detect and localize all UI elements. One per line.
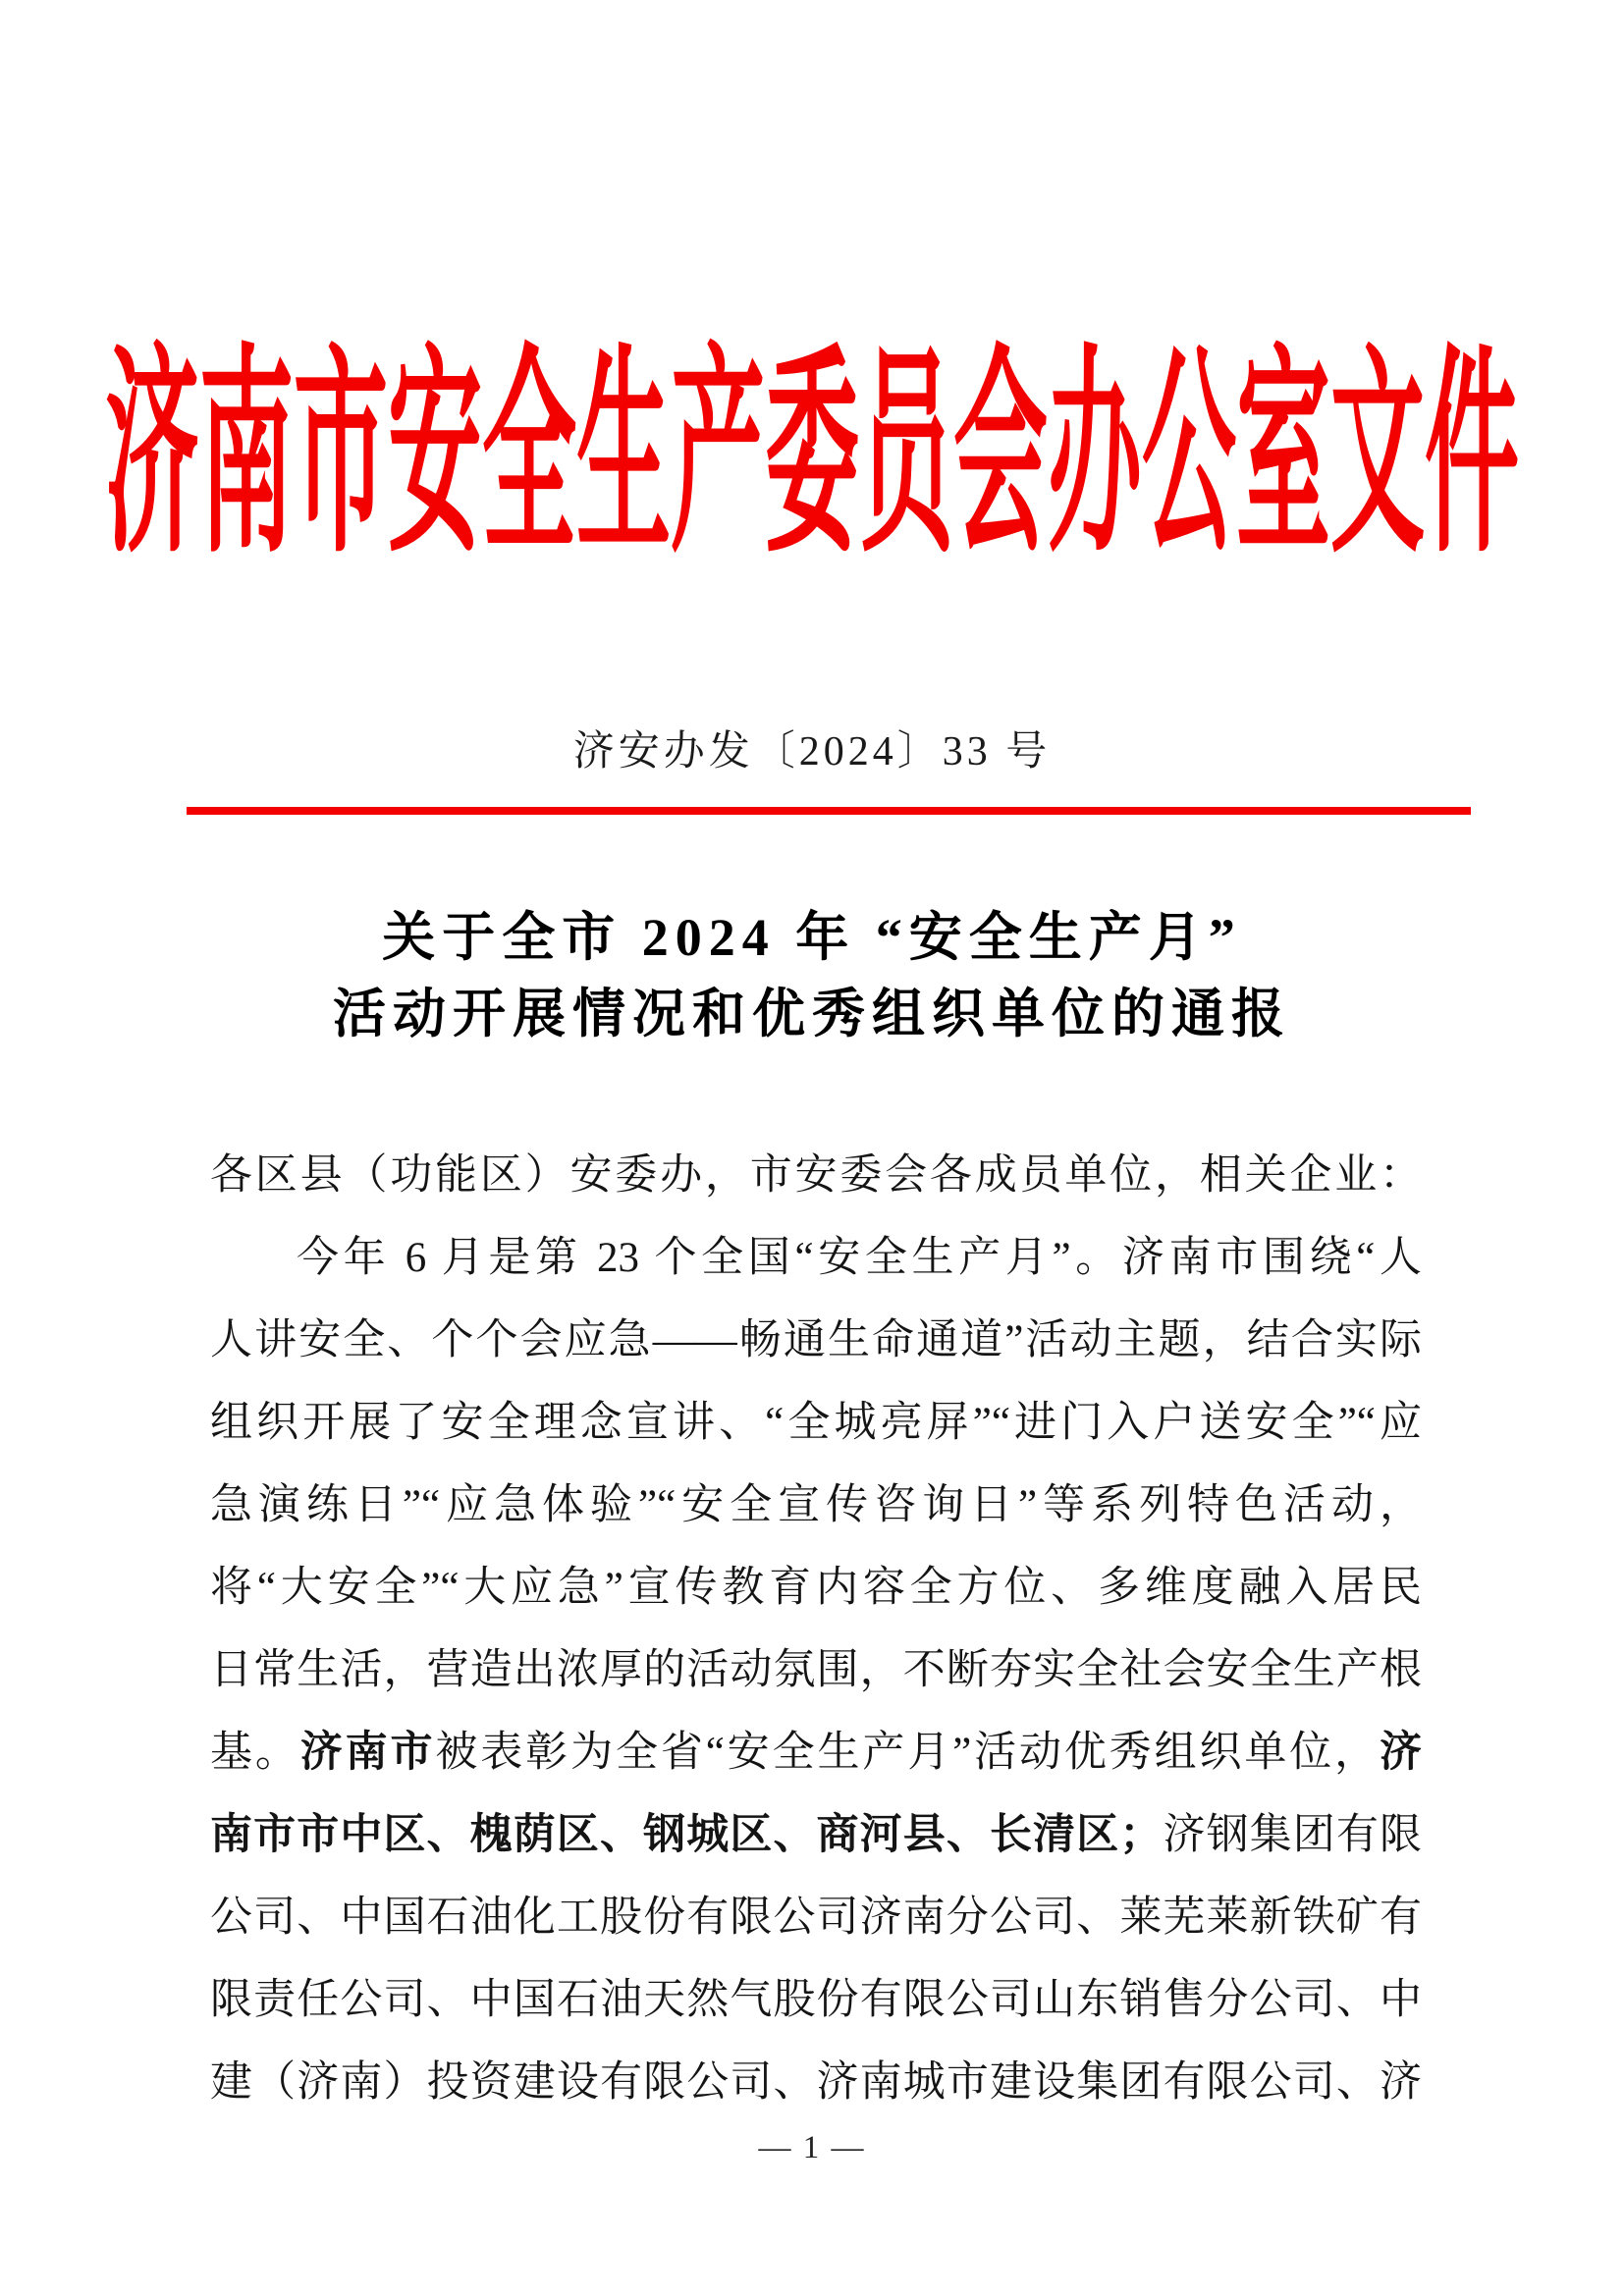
document-number: 济安办发〔2024〕33 号 — [572, 729, 1052, 774]
body-line — [210, 1794, 1422, 1877]
document-title-line1: 关于全市 2024 年 “安全生产月” — [382, 908, 1242, 967]
body-text-bold: 济 — [1380, 1730, 1423, 1776]
body-text: 济钢集团有限 — [1162, 1812, 1423, 1858]
red-divider-line — [187, 807, 1471, 815]
body-text: 急演练日”“应急体验”“安全宣传咨询日”等系列特色活动， — [210, 1482, 1422, 1528]
body-text: 组织开展了安全理念宣讲、“全城亮屏”“进门入户送安全”“应 — [210, 1400, 1422, 1446]
body-line — [210, 1712, 1422, 1794]
body-text: 建（济南）投资建设有限公司、济南城市建设集团有限公司、济 — [210, 2059, 1422, 2106]
body-line — [210, 1959, 1422, 2042]
document-title-line2: 活动开展情况和优秀组织单位的通报 — [333, 985, 1291, 1043]
body-text: 人讲安全、个个会应急——畅通生命通道”活动主题，结合实际 — [210, 1317, 1422, 1363]
body-text-bold: 济南市 — [299, 1730, 436, 1776]
body-text: 日常生活，营造出浓厚的活动氛围，不断夯实全社会安全生产根 — [210, 1647, 1422, 1693]
org-letterhead-title: 济南市安全生产委员会办公室文件 — [105, 331, 1519, 579]
body-line — [210, 1877, 1422, 1959]
body-text: 被表彰为全省“安全生产月”活动优秀组织单位， — [435, 1730, 1380, 1776]
body-text: 基。 — [210, 1730, 300, 1776]
body-text: 公司、中国石油化工股份有限公司济南分公司、莱芜莱新铁矿有 — [210, 1895, 1422, 1941]
document-header-banner — [0, 331, 1624, 579]
page-number: — 1 — — [758, 2130, 866, 2165]
document-title — [0, 899, 1624, 1052]
body-line — [210, 2042, 1422, 2124]
body-text: 限责任公司、中国石油天然气股份有限公司山东销售分公司、中 — [210, 1977, 1422, 2023]
salutation-line: 各区县（功能区）安委办，市安委会各成员单位，相关企业： — [210, 1152, 1422, 1199]
body-text: 今年 6 月是第 23 个全国“安全生产月”。济南市围绕“人 — [297, 1235, 1422, 1281]
body-line — [210, 1300, 1422, 1382]
body-line — [210, 1547, 1422, 1629]
body-text: 将“大安全”“大应急”宣传教育内容全方位、多维度融入居民 — [210, 1565, 1422, 1611]
body-line — [210, 1629, 1422, 1712]
body-line — [210, 1217, 1422, 1300]
body-line — [210, 1465, 1422, 1547]
body-text-bold: 南市市中区、槐荫区、钢城区、商河县、长清区； — [210, 1812, 1163, 1858]
document-body — [210, 1135, 1422, 2124]
body-line — [210, 1382, 1422, 1465]
